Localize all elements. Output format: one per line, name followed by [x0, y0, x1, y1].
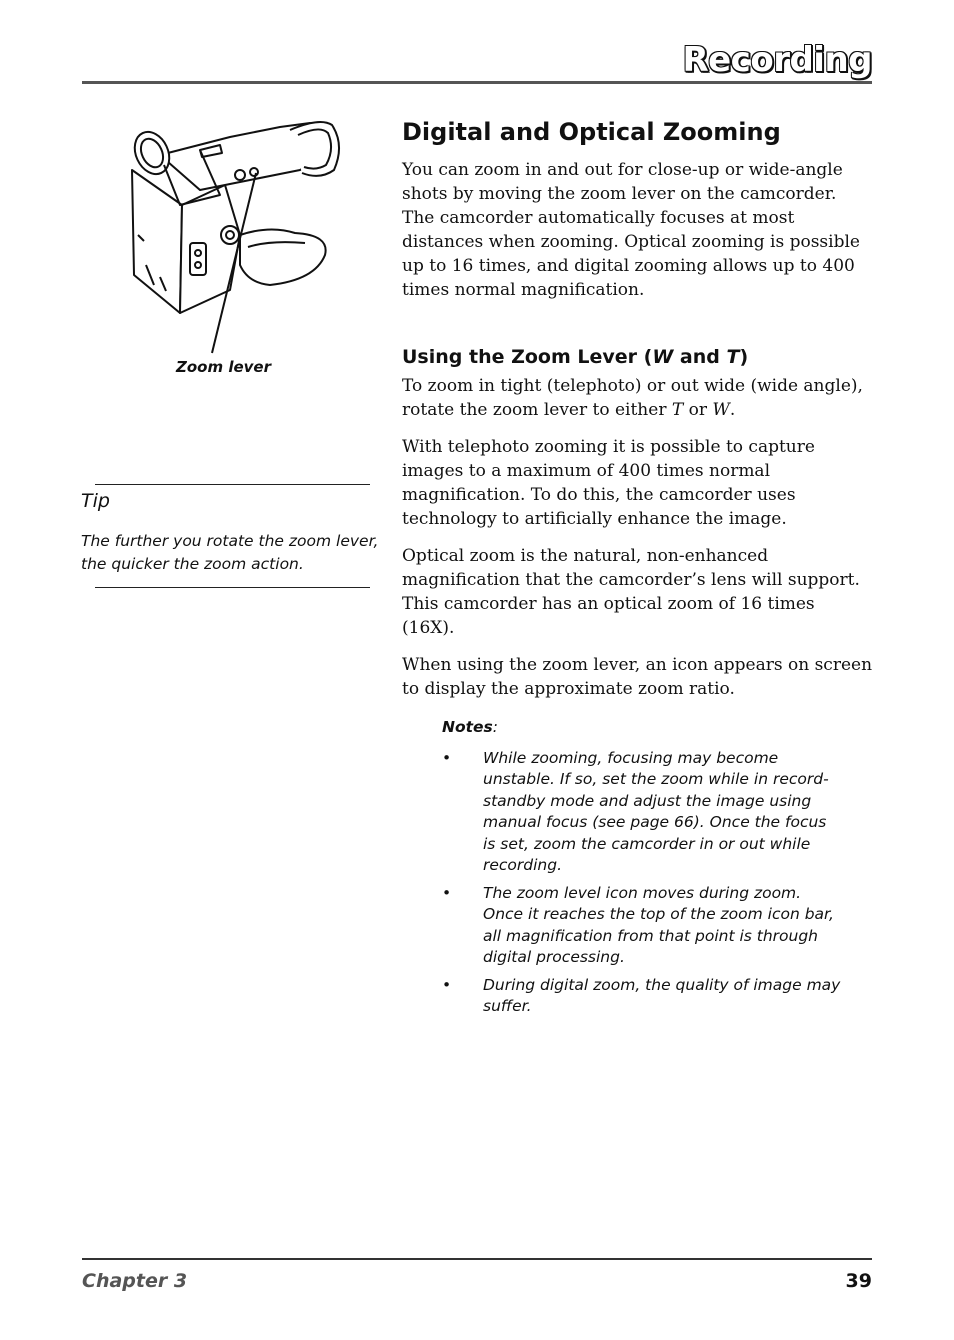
page-header-title: Recording	[682, 40, 872, 80]
paragraph-telephoto: With telephoto zooming it is possible to capture images to a maximum of 400 times normal magnification. To do this, the camcorder uses technology to artificially enhance the image.	[402, 437, 815, 529]
page-number: 39	[845, 1270, 872, 1292]
tip-text: The further you rotate the zoom lever, the quicker the zoom action.	[81, 532, 379, 573]
notes-block	[442, 717, 872, 1018]
list-item	[442, 883, 872, 969]
subsection-title-prefix: Using the Zoom Lever (	[402, 346, 653, 368]
paragraph-optical-zoom: Optical zoom is the natural, non-enhanced magnification that the camcorder’s lens will support. This camcorder has an optical zoom of 16 times (16X).	[402, 546, 860, 638]
tip-divider-bottom	[95, 587, 370, 588]
paragraph-zoom-icon: When using the zoom lever, an icon appears on screen to display the approximate zoom ratio.	[402, 655, 873, 699]
section-intro: You can zoom in and out for close-up or wide-angle shots by moving the zoom lever on the camcorder. The camcorder automatically focuses at most distances when zooming. Optical zooming is possible up to 16 times, and digital zooming allows up to 400 times normal magnification.	[402, 160, 860, 300]
notes-title	[442, 717, 872, 739]
main-content	[402, 118, 872, 1024]
footer-chapter: Chapter 3	[82, 1270, 188, 1292]
p1-suffix: .	[729, 400, 736, 420]
p1-prefix: To zoom in tight (telephoto) or out wide (wide angle), rotate the zoom lever to either	[402, 376, 863, 420]
bullet-icon: •	[442, 883, 452, 902]
list-item	[442, 975, 872, 1018]
subsection-title-w: W	[652, 346, 674, 368]
subsection-title-and: and	[673, 346, 727, 368]
tip-divider-top	[95, 484, 370, 485]
subsection-title-t: T	[726, 346, 740, 368]
note-text: While zooming, focusing may become unstable. If so, set the zoom while in record-standby mode and adjust the image using manual focus (see page 66). Once the focus is set, zoom the camcorder in or out while recording.	[483, 748, 829, 874]
notes-title-colon: :	[492, 718, 499, 736]
subsection-title-suffix: )	[739, 346, 749, 368]
subsection-title	[402, 346, 872, 368]
footer-divider	[82, 1258, 872, 1260]
tip-title: Tip	[81, 490, 110, 512]
bullet-icon: •	[442, 975, 452, 994]
figure-caption: Zoom lever	[176, 358, 272, 376]
p1-t: T	[671, 400, 684, 420]
p1-or: or	[683, 400, 713, 420]
p1-w: W	[712, 400, 730, 420]
note-text: During digital zoom, the quality of image may suffer.	[483, 975, 841, 1015]
bullet-icon: •	[442, 748, 452, 767]
list-item	[442, 748, 872, 877]
notes-title-text: Notes	[442, 718, 493, 736]
camcorder-illustration	[120, 115, 360, 355]
section-title: Digital and Optical Zooming	[402, 118, 781, 146]
note-text: The zoom level icon moves during zoom. Once it reaches the top of the zoom icon bar, all magnification from that point is through digital processing.	[483, 883, 834, 966]
paragraph-zoom-direction	[402, 374, 872, 422]
header-divider	[82, 81, 872, 84]
